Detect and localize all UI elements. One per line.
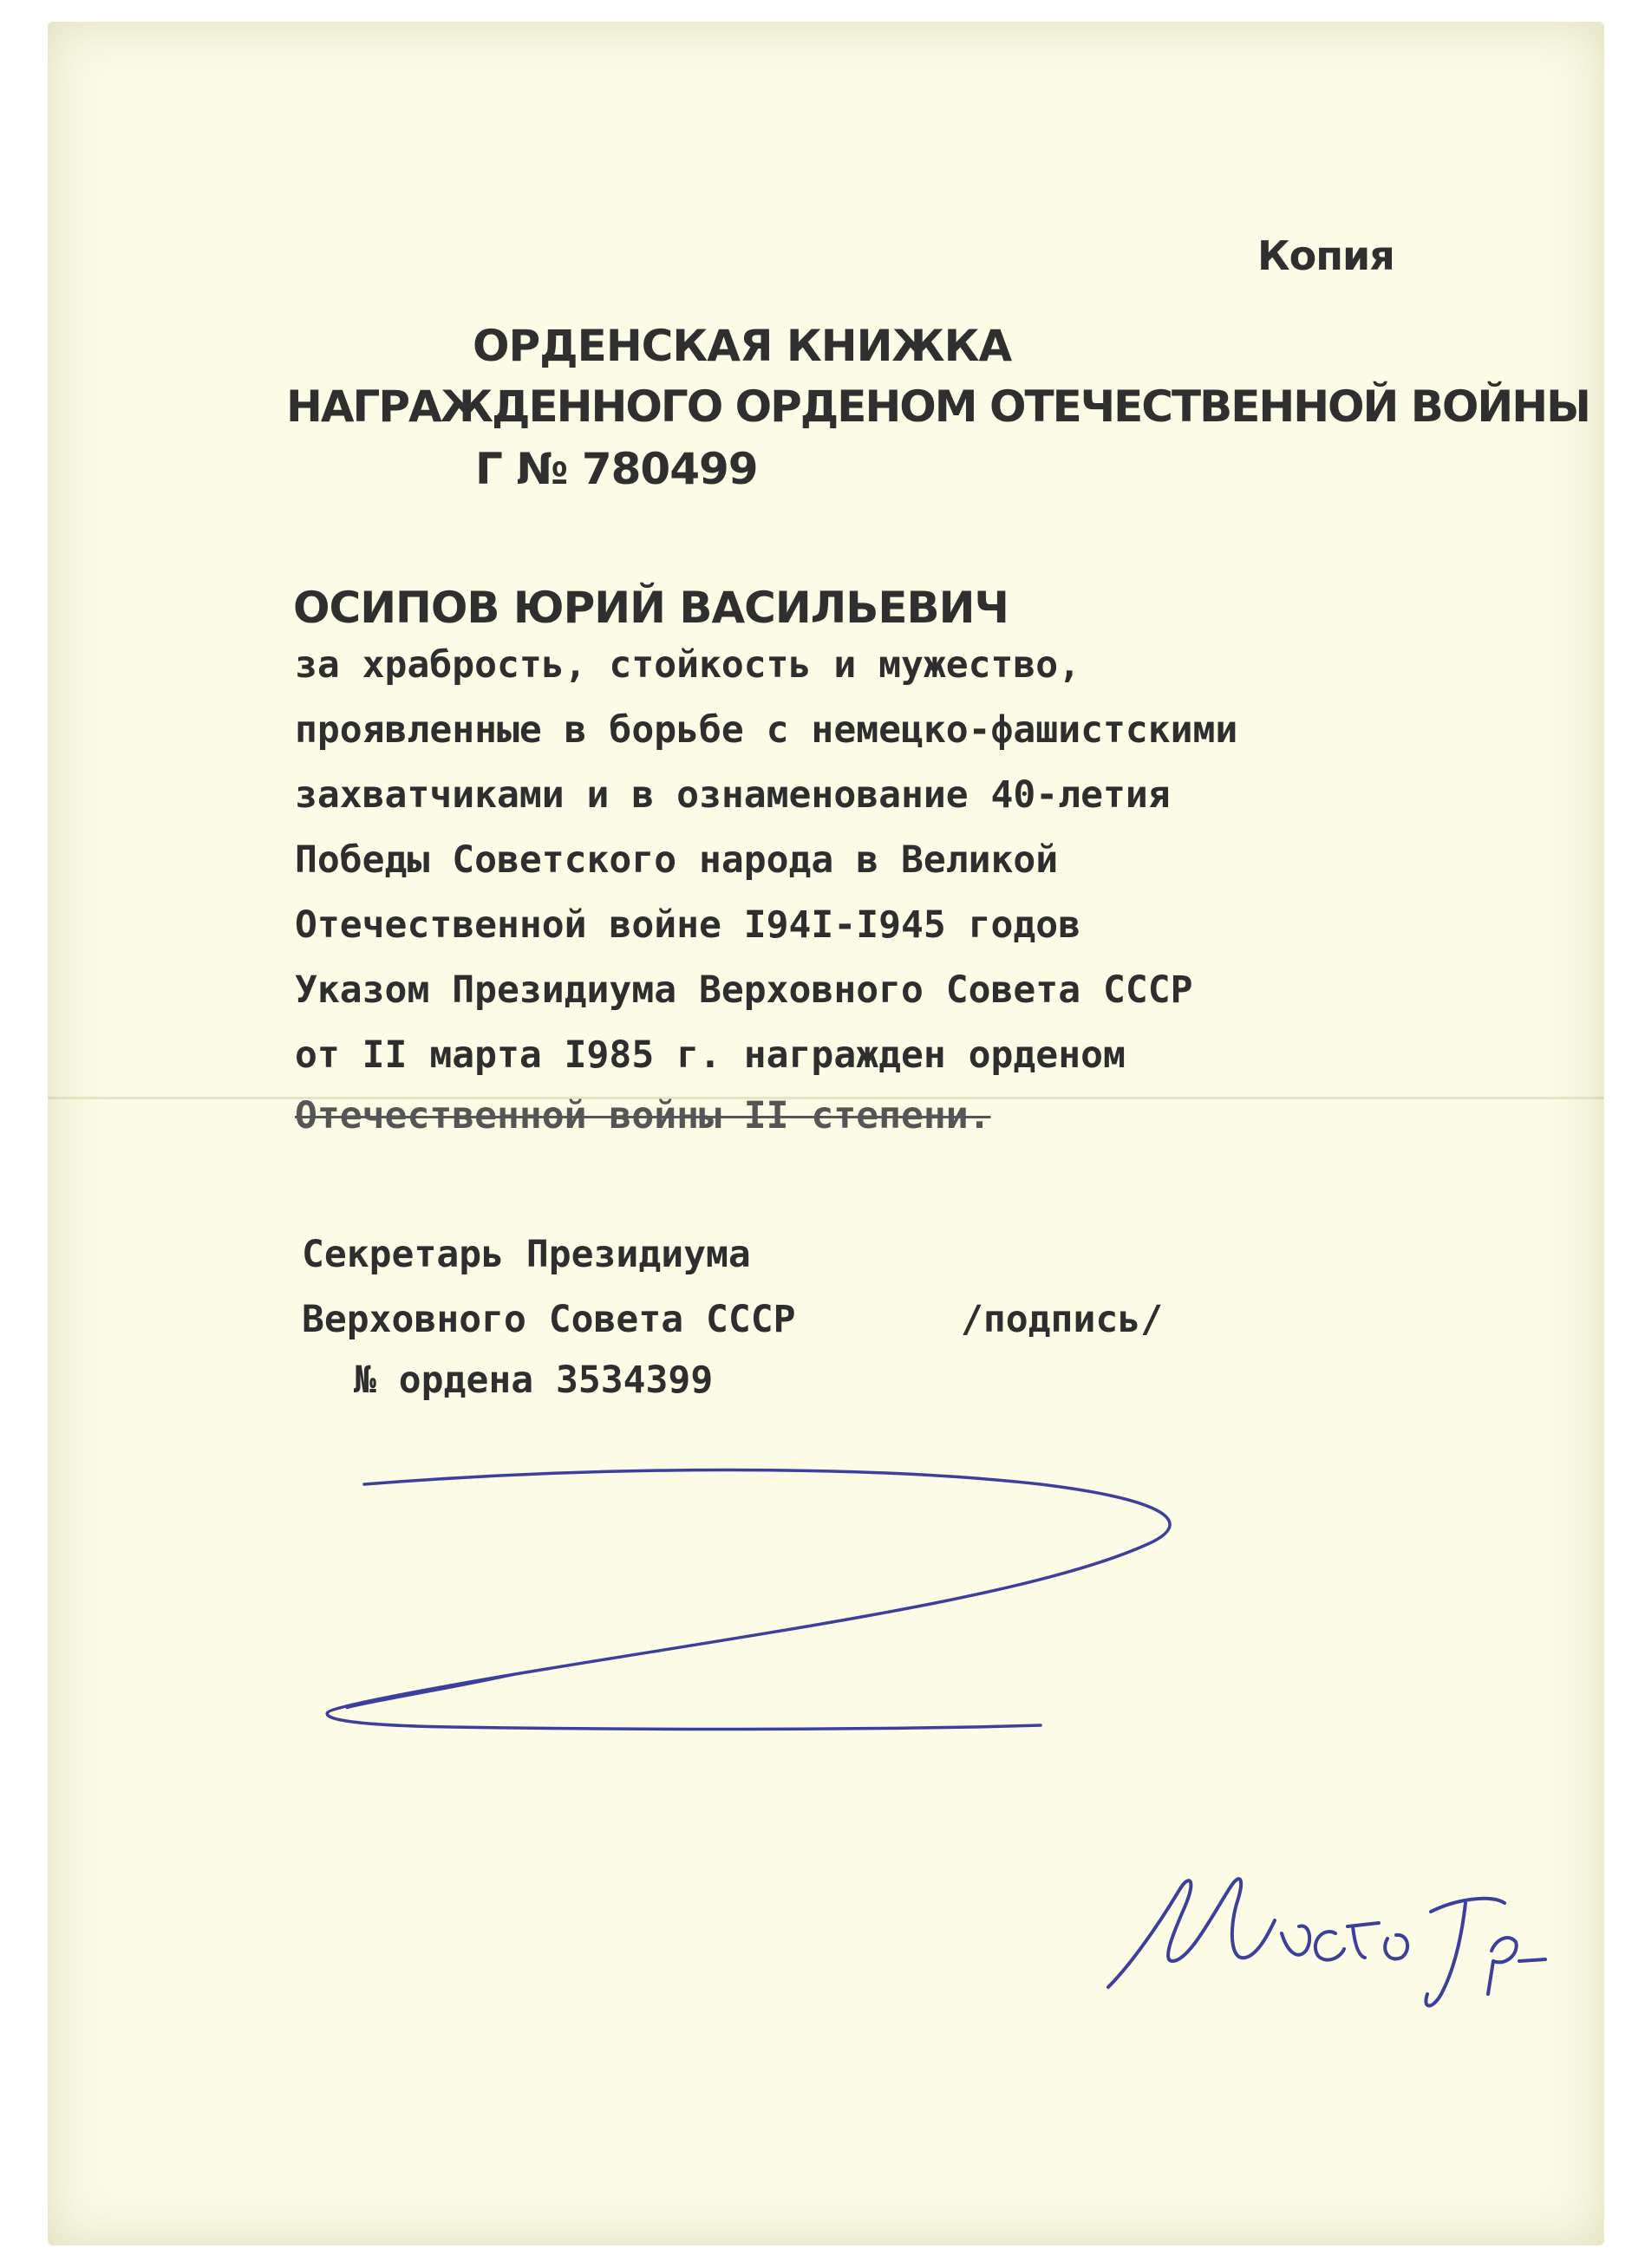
signatory-title: Секретарь Президиума — [302, 1233, 751, 1276]
recipient-name: ОСИПОВ ЮРИЙ ВАСИЛЬЕВИЧ — [293, 583, 1009, 633]
body-line: за храбрость, стойкость и мужество, — [295, 643, 1081, 687]
order-number: № ордена 3534399 — [354, 1359, 714, 1402]
document-subtitle: НАГРАЖДЕННОГО ОРДЕНОМ ОТЕЧЕСТВЕННОЙ ВОЙНЫ — [286, 381, 1590, 432]
document-title: ОРДЕНСКАЯ КНИЖКА — [473, 321, 1012, 371]
signatory-body: Верховного Совета СССР — [302, 1298, 796, 1341]
body-line: Отечественной войне I94I-I945 годов — [295, 903, 1081, 947]
copy-label: Копия — [1257, 232, 1394, 279]
struck-body-line: Отечественной войны II степени. — [295, 1094, 991, 1137]
body-line: проявленные в борьбе с немецко-фашистскими — [295, 708, 1238, 752]
book-number: Г № 780499 — [475, 444, 758, 494]
body-line: Победы Советского народа в Великой — [295, 838, 1059, 882]
body-line: Указом Президиума Верховного Совета СССР — [295, 968, 1193, 1012]
body-line: захватчиками и в ознаменование 40-летия — [295, 773, 1171, 817]
signature-placeholder: /подпись/ — [961, 1298, 1163, 1341]
body-line: от II марта I985 г. награжден орденом — [295, 1033, 1126, 1077]
